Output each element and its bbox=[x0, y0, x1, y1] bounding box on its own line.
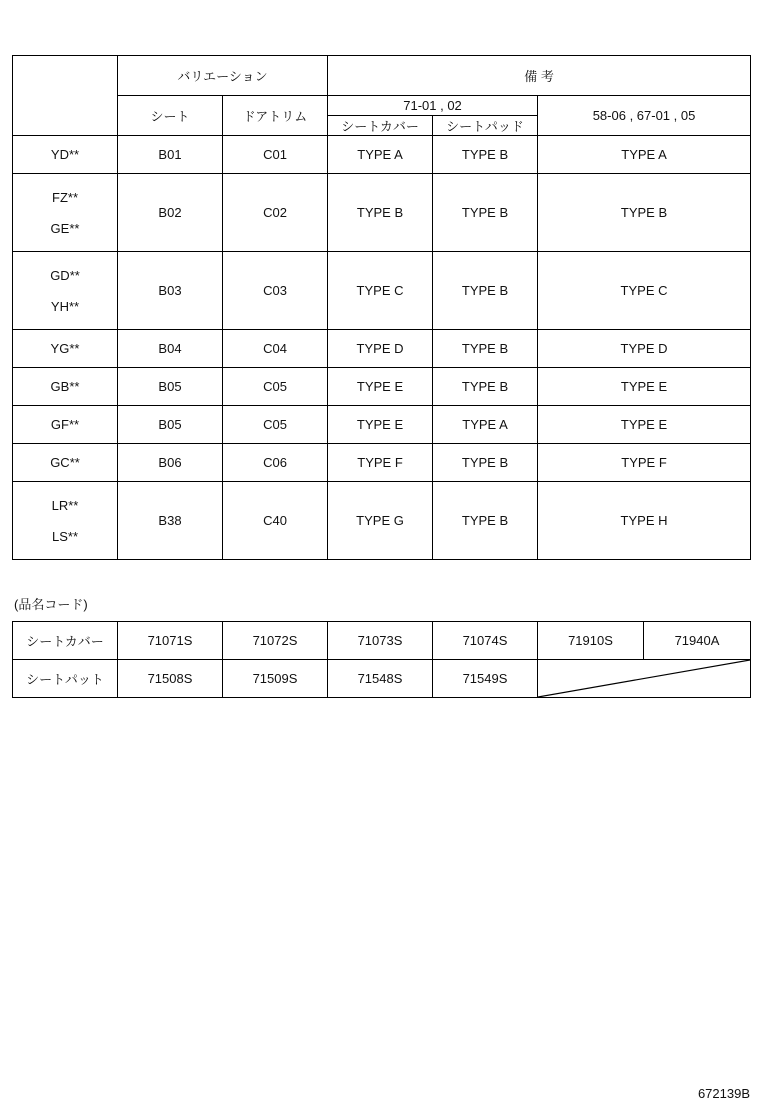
empty-diagonal-cell bbox=[538, 660, 751, 698]
model-cell: GB** bbox=[13, 368, 118, 406]
trim-cell: C05 bbox=[223, 368, 328, 406]
model-code: FZ** bbox=[52, 189, 78, 205]
variation-table bbox=[12, 55, 751, 560]
cover-type-cell: TYPE E bbox=[328, 406, 433, 444]
table-row bbox=[13, 136, 751, 174]
code-cell: 71508S bbox=[118, 660, 223, 698]
other-type-cell: TYPE H bbox=[538, 482, 751, 560]
cover-type-cell: TYPE D bbox=[328, 330, 433, 368]
pad-type-cell: TYPE B bbox=[433, 136, 538, 174]
cover-type-cell: TYPE C bbox=[328, 252, 433, 330]
seat-cell: B03 bbox=[118, 252, 223, 330]
blank-corner-cell bbox=[13, 56, 118, 136]
code-cell: 71073S bbox=[328, 622, 433, 660]
cover-type-cell: TYPE E bbox=[328, 368, 433, 406]
table-row bbox=[13, 252, 751, 330]
other-type-cell: TYPE E bbox=[538, 406, 751, 444]
seat-cell: B05 bbox=[118, 368, 223, 406]
table-row bbox=[13, 444, 751, 482]
variation-header: バリエーション bbox=[118, 56, 328, 96]
pad-type-cell: TYPE B bbox=[433, 482, 538, 560]
pad-type-cell: TYPE A bbox=[433, 406, 538, 444]
table-row bbox=[13, 330, 751, 368]
other-type-cell: TYPE B bbox=[538, 174, 751, 252]
model-cell bbox=[13, 482, 118, 560]
trim-cell: C05 bbox=[223, 406, 328, 444]
model-code: LR** bbox=[51, 497, 79, 513]
code-cell: 71549S bbox=[433, 660, 538, 698]
table-row bbox=[13, 482, 751, 560]
pad-type-cell: TYPE B bbox=[433, 174, 538, 252]
trim-cell: C02 bbox=[223, 174, 328, 252]
other-type-cell: TYPE E bbox=[538, 368, 751, 406]
trim-cell: C04 bbox=[223, 330, 328, 368]
cover-type-cell: TYPE A bbox=[328, 136, 433, 174]
pad-type-cell: TYPE B bbox=[433, 252, 538, 330]
model-code: YH** bbox=[50, 298, 80, 314]
other-type-cell: TYPE D bbox=[538, 330, 751, 368]
code-table-caption: (品名コード) bbox=[14, 597, 88, 612]
trim-cell: C06 bbox=[223, 444, 328, 482]
model-code: LS** bbox=[51, 528, 79, 544]
trim-cell: C01 bbox=[223, 136, 328, 174]
cover-type-cell: TYPE B bbox=[328, 174, 433, 252]
seat-cell: B01 bbox=[118, 136, 223, 174]
seat-cover-code-row bbox=[13, 622, 751, 660]
figure-id: 672139B bbox=[697, 1086, 750, 1101]
cover-type-cell: TYPE F bbox=[328, 444, 433, 482]
pad-type-cell: TYPE B bbox=[433, 330, 538, 368]
seat-cover-label: シートカバー bbox=[13, 622, 118, 660]
seat-pad-header: シートパッド bbox=[433, 116, 538, 136]
model-cell bbox=[13, 174, 118, 252]
seat-cover-header: シートカバー bbox=[328, 116, 433, 136]
model-code: GE** bbox=[50, 220, 80, 236]
seat-cell: B38 bbox=[118, 482, 223, 560]
diagonal-line bbox=[538, 660, 750, 697]
table-row bbox=[13, 406, 751, 444]
trim-cell: C03 bbox=[223, 252, 328, 330]
seat-pad-code-row bbox=[13, 660, 751, 698]
pad-type-cell: TYPE B bbox=[433, 444, 538, 482]
code-cell: 71072S bbox=[223, 622, 328, 660]
model-cell: YD** bbox=[13, 136, 118, 174]
code-cell: 71071S bbox=[118, 622, 223, 660]
model-code: GD** bbox=[50, 267, 80, 283]
code-cell: 71910S bbox=[538, 622, 644, 660]
door-trim-header: ドアトリム bbox=[223, 96, 328, 136]
model-cell: GC** bbox=[13, 444, 118, 482]
code-cell: 71074S bbox=[433, 622, 538, 660]
group-a-header: 71-01 , 02 bbox=[328, 96, 538, 116]
trim-cell: C40 bbox=[223, 482, 328, 560]
seat-cell: B02 bbox=[118, 174, 223, 252]
seat-cell: B05 bbox=[118, 406, 223, 444]
product-code-table bbox=[12, 621, 751, 698]
pad-type-cell: TYPE B bbox=[433, 368, 538, 406]
other-type-cell: TYPE F bbox=[538, 444, 751, 482]
other-type-cell: TYPE A bbox=[538, 136, 751, 174]
group-b-header: 58-06 , 67-01 , 05 bbox=[538, 96, 751, 136]
seat-pad-label: シートパット bbox=[13, 660, 118, 698]
cover-type-cell: TYPE G bbox=[328, 482, 433, 560]
seat-cell: B06 bbox=[118, 444, 223, 482]
other-type-cell: TYPE C bbox=[538, 252, 751, 330]
model-cell: YG** bbox=[13, 330, 118, 368]
code-cell: 71548S bbox=[328, 660, 433, 698]
model-cell: GF** bbox=[13, 406, 118, 444]
remarks-header: 備 考 bbox=[328, 56, 751, 96]
model-cell bbox=[13, 252, 118, 330]
table-row bbox=[13, 368, 751, 406]
code-cell: 71940A bbox=[644, 622, 751, 660]
table-row bbox=[13, 174, 751, 252]
code-cell: 71509S bbox=[223, 660, 328, 698]
seat-header: シート bbox=[118, 96, 223, 136]
seat-cell: B04 bbox=[118, 330, 223, 368]
